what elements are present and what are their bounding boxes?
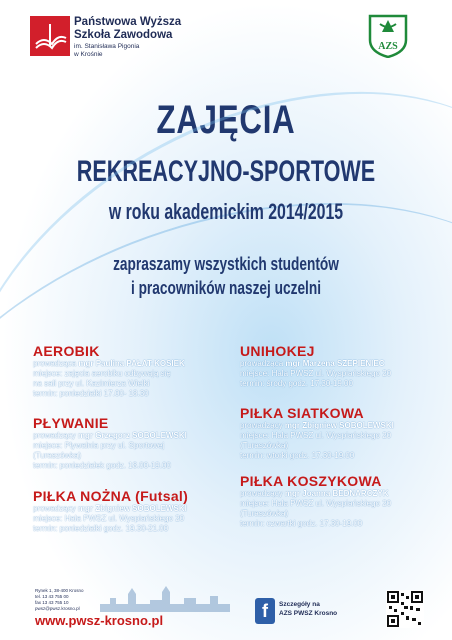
lead-name: mgr Paulina PAŁAT-KOSIEK [78, 359, 185, 368]
lead-name: mgr Zbigniew SOBOLEWSKI [284, 421, 394, 430]
section-lead [33, 504, 188, 514]
section-title: PIŁKA KOSZYKOWA [240, 473, 382, 489]
section-pilka-nozna [33, 488, 188, 534]
section-plywanie [33, 415, 187, 471]
azs-logo-text: AZS [378, 41, 398, 52]
university-sub-line1: im. Stanisława Pigonia [74, 43, 140, 50]
section-lead [33, 431, 187, 441]
lead-prefix: prowadząca [33, 359, 77, 368]
lead-prefix: prowadząca [240, 359, 284, 368]
lead-prefix: prowadzący [240, 489, 283, 498]
section-pilka-koszykowa [240, 473, 391, 529]
lead-prefix: prowadzący [33, 431, 76, 440]
lead-name: mgr Zbigniew SOBOLEWSKI [77, 504, 187, 513]
fb-line1: Szczegóły na [279, 601, 320, 608]
title-line1: ZAJĘCIA [156, 98, 296, 142]
university-sub-line2: w Krośnie [74, 51, 103, 58]
section-title: PIŁKA NOŻNA (Futsal) [33, 488, 189, 504]
email-line: pwsz@pwsz.krosno.pl [35, 606, 80, 611]
facebook-icon[interactable]: f [255, 598, 275, 624]
title-line3: w roku akademickim 2014/2015 [108, 199, 344, 224]
section-line: termin: poniedziałki 17.00- 18.30 [33, 389, 149, 398]
section-lead [33, 359, 185, 369]
section-line: miejsce: Hala PWSZ ul. Wyspiańskiego 20 [240, 369, 392, 378]
section-line: (Turaszówka) [33, 451, 82, 460]
section-line: na sali przy ul. Kazimierza Wielki [33, 379, 150, 388]
lead-name: mgr Joanna BEDNARCZYK [284, 489, 389, 498]
fax-line: fax 13 43 755 10 [35, 600, 69, 605]
invite-line2: i pracowników naszej uczelni [130, 278, 322, 298]
facebook-text [279, 600, 337, 618]
university-name-line2: Szkoła Zawodowa [74, 29, 173, 41]
lead-name: mgr Grzegorz SOBOLEWSKI [77, 431, 187, 440]
azs-logo-icon [368, 14, 408, 58]
section-line: termin: wtorki godz. 17.30-19.00 [240, 451, 355, 460]
section-line: (Turaszówka) [240, 509, 289, 518]
qr-code-icon [386, 590, 424, 628]
section-line: termin: poniedziałki godz. 19.30-21.00 [33, 524, 169, 533]
section-title: PŁYWANIE [33, 415, 109, 431]
section-aerobik [33, 343, 185, 399]
section-lead [240, 421, 394, 431]
section-lead [240, 359, 391, 369]
section-line: termin: czwartki godz. 17.30-19.00 [240, 519, 363, 528]
address-line: Rynek 1, 38-400 Krosno [35, 588, 84, 593]
website-link[interactable]: www.pwsz-krosno.pl [35, 613, 164, 628]
university-subtitle [74, 43, 139, 59]
fb-line2: AZS PWSZ Krosno [279, 610, 338, 617]
lead-prefix: prowadzący [240, 421, 283, 430]
invite-line1: zapraszamy wszystkich studentów [113, 254, 339, 274]
section-line: miejsce: zajęcia aerobiku odbywają się [33, 369, 171, 378]
lead-prefix: prowadzący [33, 504, 76, 513]
university-logo-icon [30, 16, 70, 56]
university-name-line1: Państwowa Wyższa [74, 16, 182, 28]
section-line: miejsce: Hala PWSZ ul. Wyspiańskiego 20 [240, 499, 392, 508]
city-skyline-icon [100, 582, 230, 612]
section-title: PIŁKA SIATKOWA [240, 405, 364, 421]
section-line: termin: poniedziałek godz. 18.00-19.00 [33, 461, 171, 470]
section-line: (Turaszówka) [240, 441, 289, 450]
section-line: miejsce: Pływalnia przy ul. Sportowej [33, 441, 165, 450]
footer-address [35, 588, 84, 612]
title-line2: REKREACYJNO-SPORTOWE [76, 155, 376, 188]
section-line: miejsce: Hala PWSZ ul. Wyspiańskiego 20 [240, 431, 392, 440]
university-name [74, 16, 181, 42]
lead-name: mgr Marzena SZEPIENIEC [285, 359, 385, 368]
section-title: UNIHOKEJ [240, 343, 315, 359]
section-pilka-siatkowa [240, 405, 394, 461]
section-unihokej [240, 343, 391, 389]
section-line: miejsce: Hala PWSZ ul. Wyspiańskiego 20 [33, 514, 185, 523]
section-title: AEROBIK [33, 343, 100, 359]
phone-line: tel. 13 43 755 00 [35, 594, 69, 599]
section-line: termin: środy godz. 17.30-19.00 [240, 379, 353, 388]
section-lead [240, 489, 391, 499]
